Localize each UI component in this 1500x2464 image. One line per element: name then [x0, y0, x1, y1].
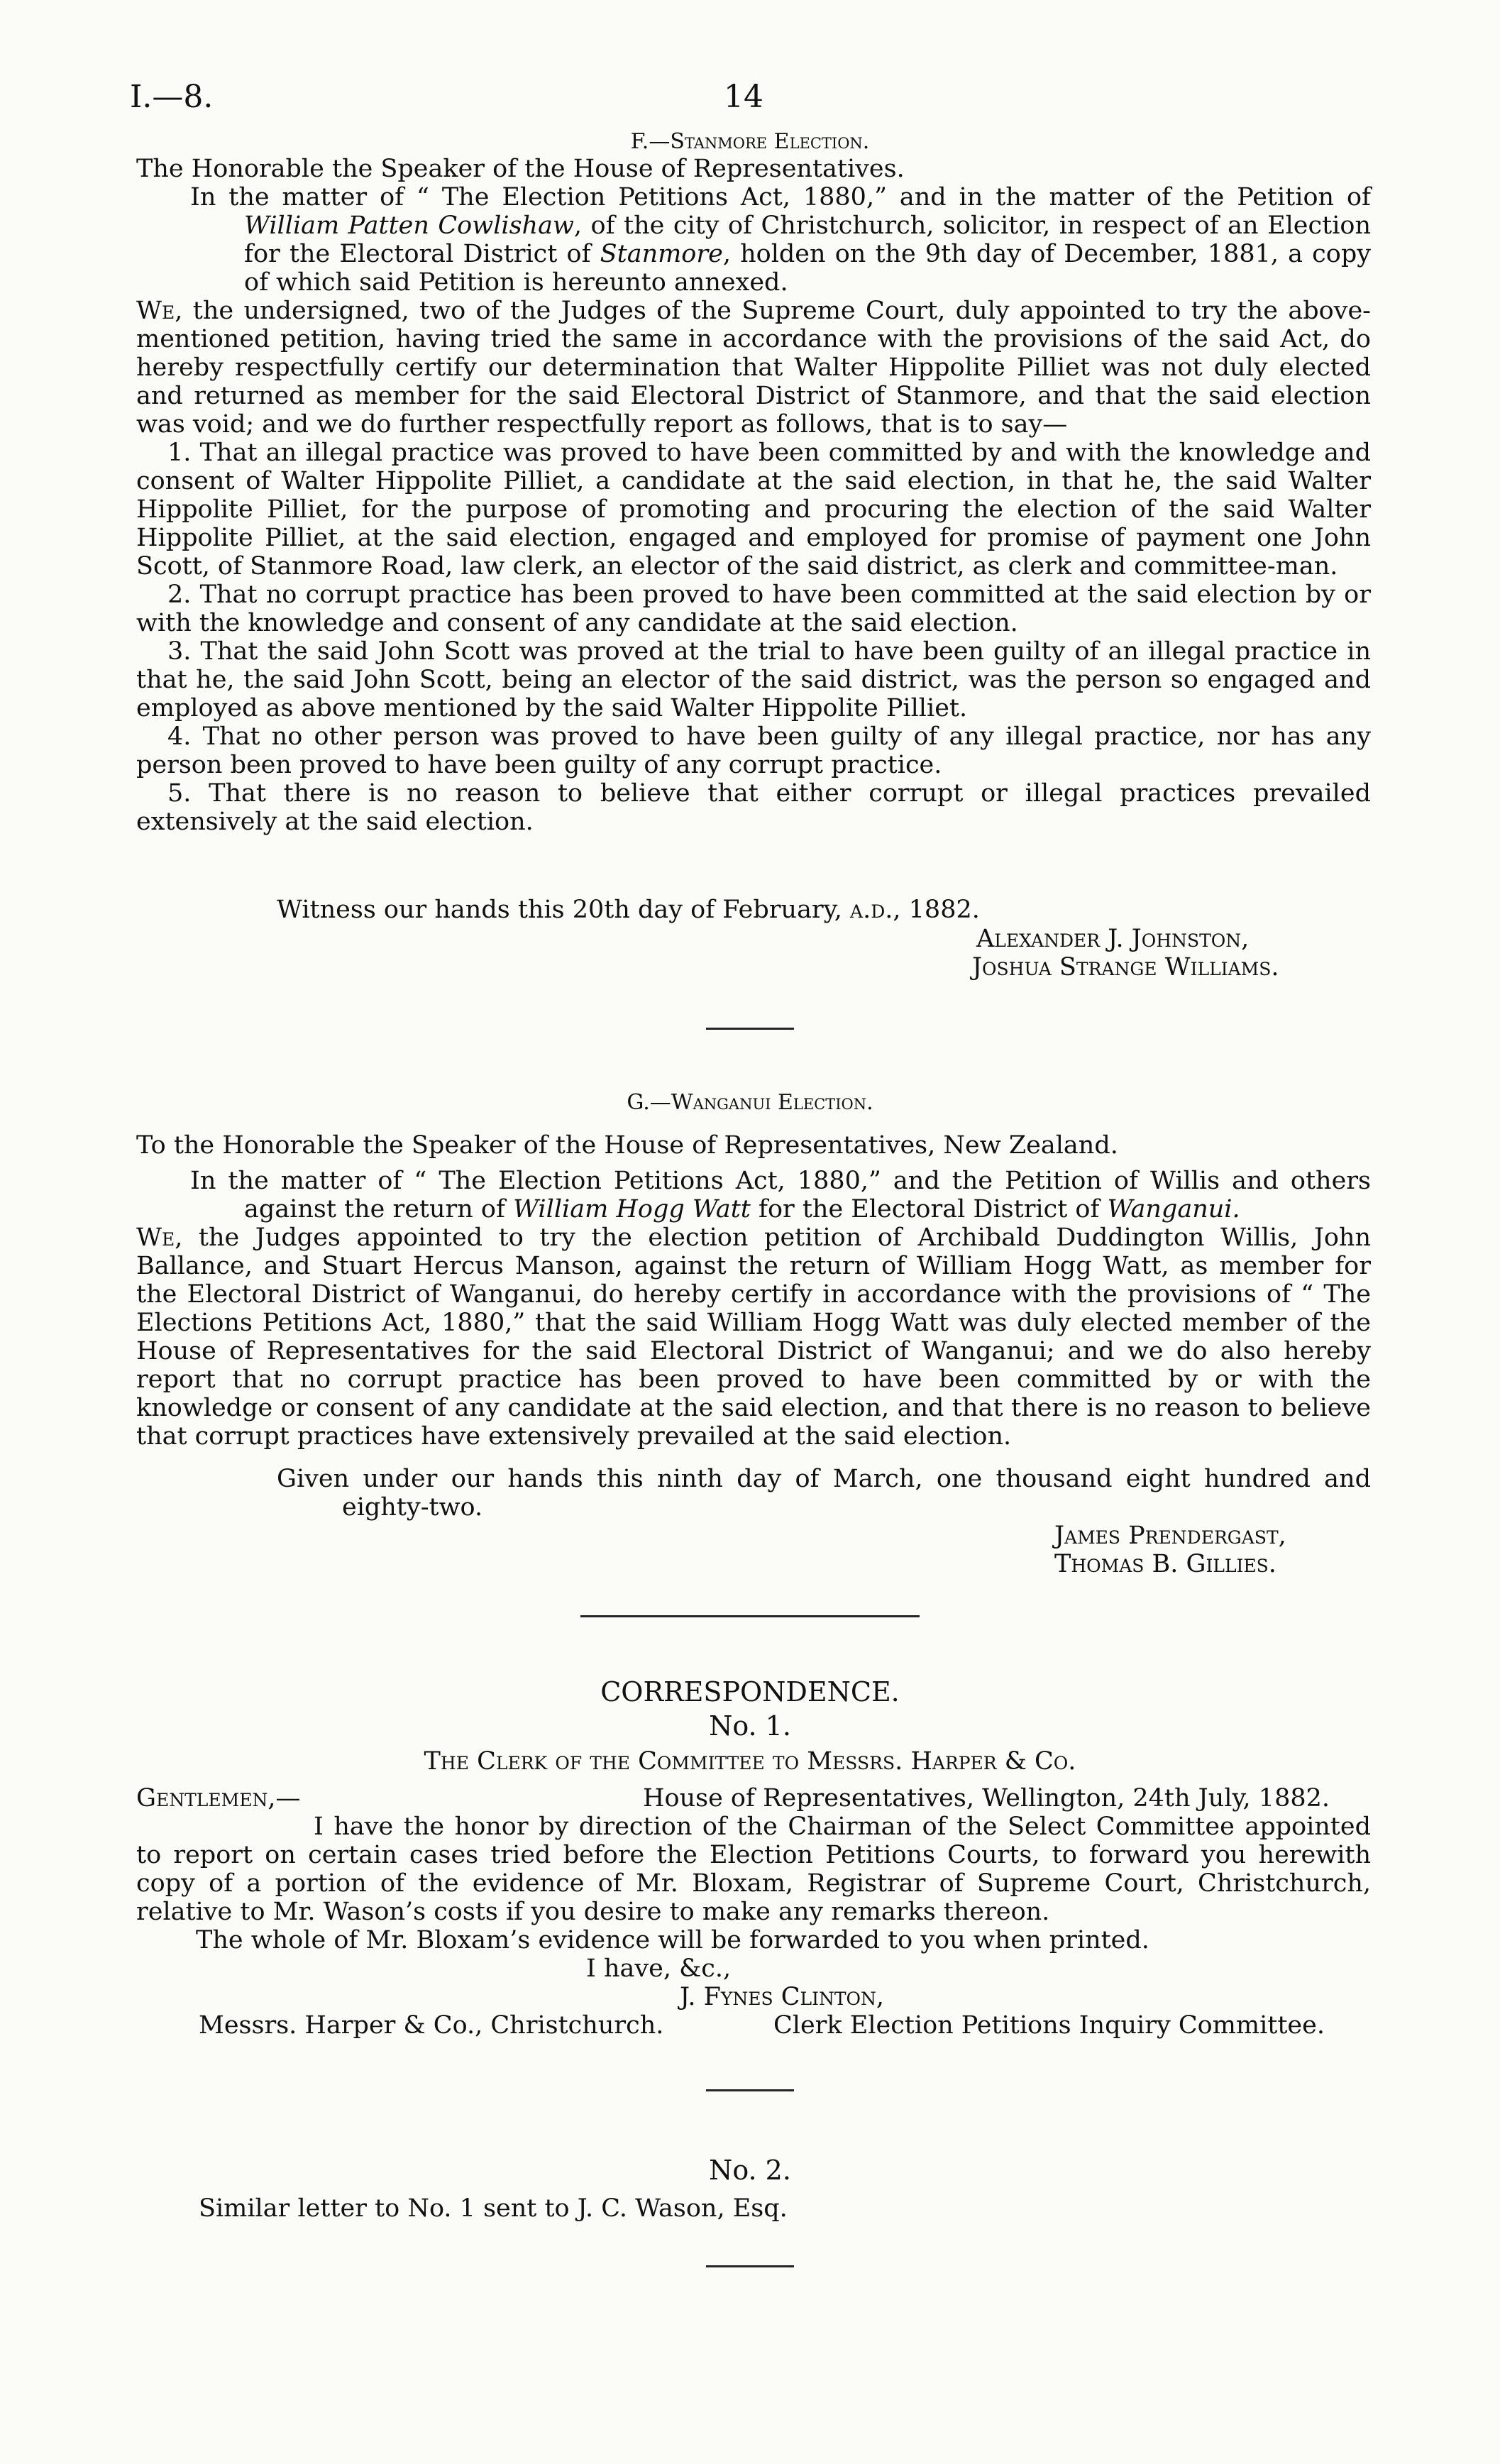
closing: I have, &c.,	[586, 1954, 732, 1983]
place-date: House of Representatives, Wellington, 24th July, 1882.	[643, 1784, 1330, 1813]
section-g-matter: In the matter of “ The Election Petitions Act, 1880,” and the Petition of Willis and others against the return of William Hogg Watt for the Electoral District of Wanganui.	[190, 1167, 1371, 1223]
report-item: 5. That there is no reason to believe that either corrupt or illegal practices prevailed extensively at the said election.	[136, 779, 1371, 836]
report-item: 4. That no other person was proved to have been guilty of any illegal practice, nor has any person been proved to have been guilty of any corrupt practice.	[136, 722, 1371, 779]
correspondence-heading: CORRESPONDENCE.	[600, 1676, 900, 1707]
divider	[706, 2265, 794, 2267]
section-f-title: F.—Stanmore Election.	[630, 129, 870, 154]
signatory: Joshua Strange Williams.	[972, 953, 1279, 981]
paper-reference: I.—8.	[130, 79, 214, 115]
respondent-name: William Hogg Watt	[513, 1195, 751, 1223]
section-f-addressee: The Honorable the Speaker of the House of Representatives.	[136, 155, 905, 183]
section-g-title: G.—Wanganui Election.	[627, 1090, 873, 1115]
page-number: 14	[724, 79, 763, 115]
section-g-addressee: To the Honorable the Speaker of the House of Representatives, New Zealand.	[136, 1131, 1118, 1160]
signatory: Alexander J. Johnston,	[976, 925, 1250, 953]
witness-line: Witness our hands this 20th day of February, a.d., 1882.	[277, 896, 980, 924]
signer: J. Fynes Clinton,	[680, 1983, 885, 2011]
district-name: Wanganui.	[1107, 1195, 1240, 1223]
divider	[706, 2089, 794, 2091]
petitioner-name: William Patten Cowlishaw	[244, 211, 574, 240]
divider	[706, 1028, 794, 1030]
report-item: 2. That no corrupt practice has been proved to have been committed at the said election by or with the knowledge and consent of any candidate at the said election.	[136, 581, 1371, 637]
signatory: Thomas B. Gillies.	[1054, 1550, 1276, 1578]
given-line: Given under our hands this ninth day of March, one thousand eight hundred and eighty-two.	[277, 1465, 1371, 1522]
section-f-matter: In the matter of “ The Election Petitions Act, 1880,” and in the matter of the Petition of William Patten Cowlishaw, of the city of Christchurch, solicitor, in respect of an Election for the Electoral District of Stanmore, holden on the 9th day of December, 1881, a copy of which said Petition is hereunto annexed.	[190, 183, 1372, 297]
report-item: 1. That an illegal practice was proved to have been committed by and with the knowledge and consent of Walter Hippolite Pilliet, a candidate at the said election, in that he, the said Walter Hippolite Pilliet, for the purpose of promoting and procuring the election of the said Walter Hippolite Pilliet, at the said election, engaged and employed for promise of payment one John Scott, of Stanmore Road, law clerk, an elector of the said district, as clerk and committee-man.	[136, 439, 1371, 581]
divider	[580, 1615, 920, 1617]
letter-body: I have the honor by direction of the Chairman of the Select Committee appointed to report on certain cases tried before the Election Petitions Courts, to forward you herewith copy of a portion of the evidence of Mr. Bloxam, Registrar of Supreme Court, Christchurch, relative to Mr. Wason’s costs if you desire to make any remarks thereon. The whole of Mr. Bloxam’s evidence will be forwarded to you when printed.	[136, 1813, 1371, 1954]
district-name: Stanmore	[600, 240, 723, 268]
signer-title: Clerk Election Petitions Inquiry Committee.	[773, 2011, 1325, 2040]
section-f-body: We, the undersigned, two of the Judges of the Supreme Court, duly appointed to try the above-mentioned petition, having tried the same in accordance with the provisions of the said Act, do hereby respectfully certify our determination that Walter Hippolite Pilliet was not duly elected and returned as member for the said Electoral District of Stanmore, and that the said election was void; and we do further respectfully report as follows, that is to say— 1. That an illegal practice was proved to have been committed by and with the knowledge and consent of Walter Hippolite Pilliet, a candidate at the said election, in that he, the said Walter Hippolite Pilliet, for the purpose of promoting and procuring the election of the said Walter Hippolite Pilliet, at the said election, engaged and employed for promise of payment one John Scott, of Stanmore Road, law clerk, an elector of the said district, as clerk and committee-man. 2. That no corrupt practice has been proved to have been committed at the said election by or with the knowledge and consent of any candidate at the said election. 3. That the said John Scott was proved at the trial to have been guilty of an illegal practice in that he, the said John Scott, being an elector of the said district, was the person so engaged and employed as above mentioned by the said Walter Hippolite Pilliet. 4. That no other person was proved to have been guilty of any illegal practice, nor has any person been proved to have been guilty of any corrupt practice. 5. That there is no reason to believe that either corrupt or illegal practices prevailed extensively at the said election.	[136, 297, 1371, 836]
section-g-body: We, the Judges appointed to try the election petition of Archibald Duddington Willis, John Ballance, and Stuart Hercus Manson, against the return of William Hogg Watt, as member for the Electoral District of Wanganui, do hereby certify in accordance with the provisions of “ The Elections Petitions Act, 1880,” that the said William Hogg Watt was duly elected member of the House of Representatives for the said Electoral District of Wanganui; and we do also hereby report that no corrupt practice has been proved to have been committed by or with the knowledge or consent of any candidate at the said election, and that there is no reason to believe that corrupt practices have extensively prevailed at the said election.	[136, 1223, 1371, 1451]
report-item: 3. That the said John Scott was proved at the trial to have been guilty of an illegal practice in that he, the said John Scott, being an elector of the said district, was the person so engaged and employed as above mentioned by the said Walter Hippolite Pilliet.	[136, 637, 1371, 722]
salutation: Gentlemen,—	[136, 1784, 301, 1813]
letter-text: Similar letter to No. 1 sent to J. C. Wason, Esq.	[199, 2194, 788, 2223]
letter-subtitle: The Clerk of the Committee to Messrs. Harper & Co.	[424, 1747, 1076, 1776]
letter-number: No. 1.	[709, 1710, 791, 1742]
letter-addressee: Messrs. Harper & Co., Christchurch.	[199, 2011, 664, 2040]
signatory: James Prendergast,	[1054, 1522, 1286, 1550]
letter-number: No. 2.	[709, 2155, 791, 2186]
